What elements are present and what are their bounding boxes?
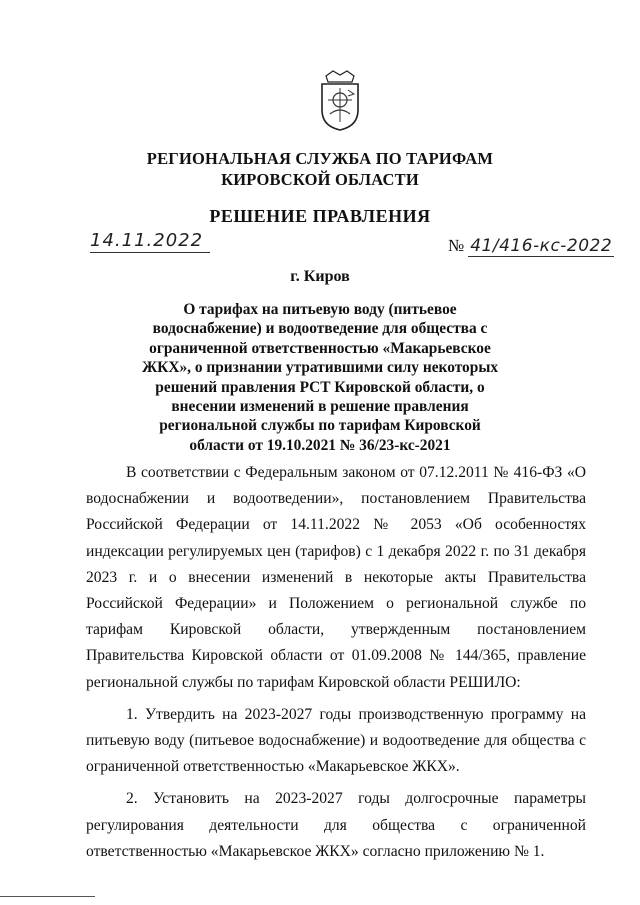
document-type-title: РЕШЕНИЕ ПРАВЛЕНИЯ	[209, 206, 431, 226]
org-line-1: РЕГИОНАЛЬНАЯ СЛУЖБА ПО ТАРИФАМ	[146, 149, 494, 168]
document-date: 14.11.2022	[90, 230, 210, 253]
paragraph-item-2: 2. Установить на 2023-2027 годы долгосрочные параметры регулирования деятельности для общества с ограниченной ответственностью «Макарьевское ЖКХ» согласно приложению № 1.	[86, 790, 586, 860]
document-body	[86, 460, 586, 865]
number-sign: №	[448, 236, 465, 255]
organization-name	[0, 148, 640, 190]
document-number	[448, 236, 614, 257]
footnote-divider	[0, 896, 95, 897]
org-line-2: КИРОВСКОЙ ОБЛАСТИ	[221, 170, 419, 189]
city: г. Киров	[290, 268, 350, 285]
paragraph-preamble: В соответствии с Федеральным законом от 07.12.2011 № 416-ФЗ «О водоснабжении и водоотведении», постановлением Правительства Российской Федерации от 14.11.2022 № 2053 «Об особенностях индексации регулируемых цен (тарифов) с 1 декабря 2022 г. по 31 декабря 2023 г. и о внесении изменений в некоторые акты Правительства Российской Федерации» и Положением о региональной службе по тарифам Кировской области, утвержденным постановлением Правительства Кировской области от 01.09.2008 № 144/365, правление региональной службы по тарифам Кировской области РЕШИЛО:	[86, 464, 586, 691]
paragraph-item-1: 1. Утвердить на 2023-2027 годы производственную программу на питьевую воду (питьевое водоснабжение) и водоотведение для общества с ограниченной ответственностью «Макарьевское ЖКХ».	[86, 705, 586, 776]
kirov-region-coat-of-arms-icon	[318, 70, 362, 132]
document-subject: О тарифах на питьевую воду (питьевое водоснабжение) и водоотведение для общества с ограниченной ответственностью «Макарьевское ЖКХ», о признании утратившими силу некоторых решений правления РСТ Кировской области, о внесении изменений в решение правления региональной службы по тарифам Кировской области от 19.10.2021 № 36/23-кс-2021	[141, 301, 499, 454]
number-value: 41/416-кс-2022	[470, 236, 613, 256]
